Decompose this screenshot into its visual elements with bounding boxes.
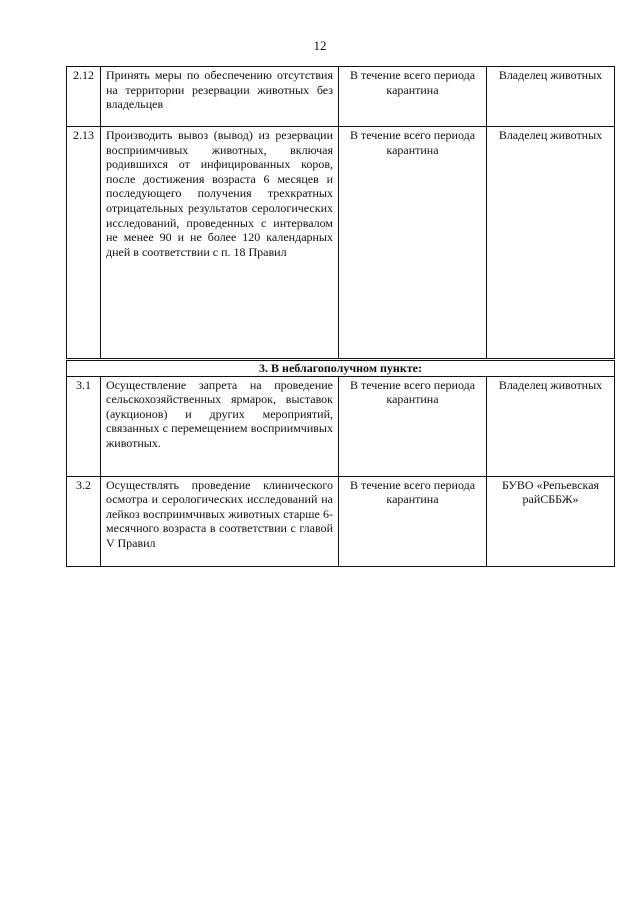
term-text: В течение всего периода карантина xyxy=(339,476,487,566)
page-number: 12 xyxy=(313,38,327,53)
term-text: В течение всего периода карантина xyxy=(339,127,487,360)
item-number: 3.1 xyxy=(67,376,101,476)
table-row xyxy=(67,476,615,566)
table-row xyxy=(67,376,615,476)
measures-table xyxy=(66,66,615,567)
section-header-row xyxy=(67,360,615,377)
responsible-text: Владелец животных xyxy=(487,376,615,476)
section-title: 3. В неблагополучном пункте: xyxy=(67,360,615,377)
item-number: 3.2 xyxy=(67,476,101,566)
item-number: 2.13 xyxy=(67,127,101,360)
term-text: В течение всего периода карантина xyxy=(339,67,487,127)
item-number: 2.12 xyxy=(67,67,101,127)
measure-text: Производить вывоз (вывод) из резервации восприимчивых животных, включая родившихся от инфицированных коров, после достижения возраста 6 месяцев и последующего получения трехкратных отрицательных результатов серологических исследований, проведенных с интервалом не менее 90 и не более 120 календарных дней в соответствии с п. 18 Правил xyxy=(101,127,339,360)
measure-text: Осуществление запрета на проведение сельскохозяйственных ярмарок, выставок (аукционов) и других мероприятий, связанных с перемещением восприимчивых животных. xyxy=(101,376,339,476)
responsible-text: Владелец животных xyxy=(487,127,615,360)
measure-text: Осуществлять проведение клинического осмотра и серологических исследований на лейкоз восприимчивых животных старше 6-месячного возраста в соответствии с главой V Правил xyxy=(101,476,339,566)
responsible-text: Владелец животных xyxy=(487,67,615,127)
term-text: В течение всего периода карантина xyxy=(339,376,487,476)
measure-text: Принять меры по обеспечению отсутствия на территории резервации животных без владельцев xyxy=(101,67,339,127)
responsible-text: БУВО «Репьевская райСББЖ» xyxy=(487,476,615,566)
table-row xyxy=(67,67,615,127)
table-row xyxy=(67,127,615,360)
